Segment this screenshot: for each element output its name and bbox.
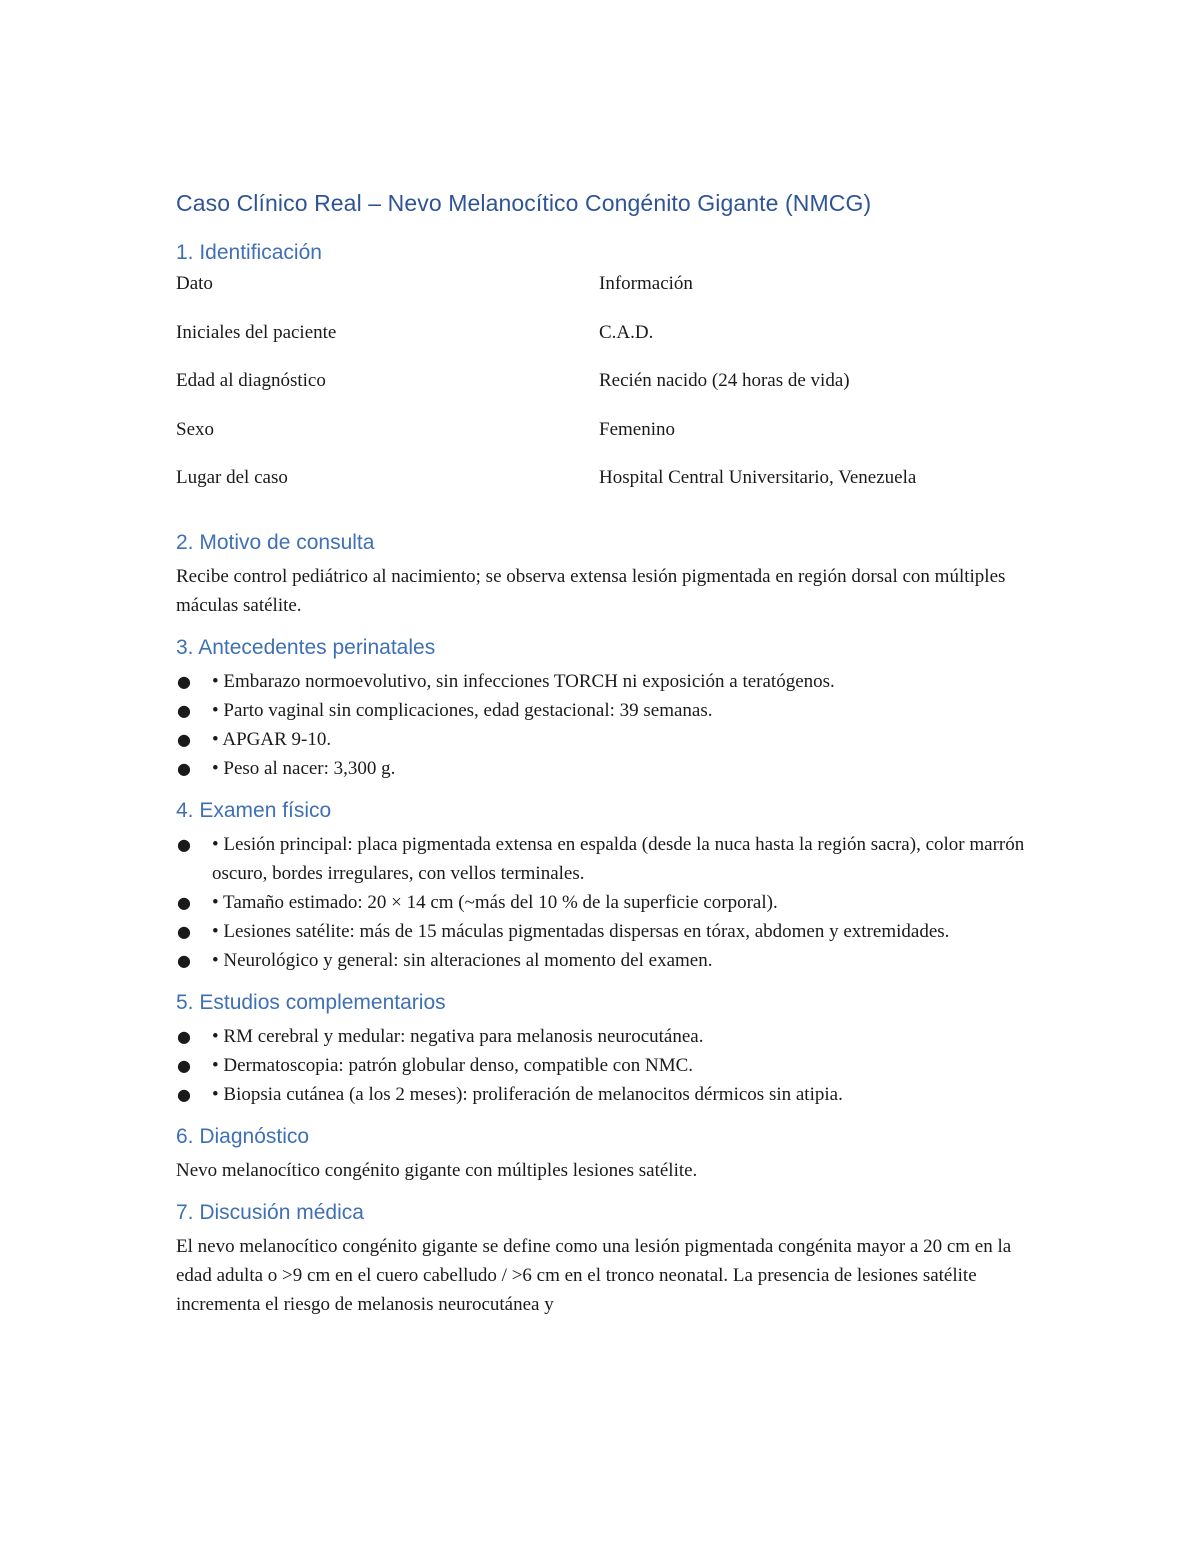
document-title: Caso Clínico Real – Nevo Melanocítico Congénito Gigante (NMCG): [176, 190, 872, 216]
section-heading: 4. Examen físico: [176, 798, 332, 822]
list-item: [176, 725, 1036, 754]
section-heading: 7. Discusión médica: [176, 1200, 364, 1224]
bullet-list: [176, 667, 1036, 783]
list-item: [176, 917, 1036, 946]
list-item: [176, 1080, 1036, 1109]
list-item-text: • APGAR 9-10.: [212, 728, 332, 750]
table-cell: Recién nacido (24 horas de vida): [599, 370, 850, 391]
paragraph: El nevo melanocítico congénito gigante se define como una lesión pigmentada congénita mayor a 20 cm en la edad adulta o >9 cm en el cuero cabelludo / >6 cm en el tronco neonatal. La presencia de lesiones satélite incrementa el riesgo de melanosis neurocutánea y: [176, 1235, 1012, 1315]
section-examen: [176, 797, 1036, 975]
list-item-text: • Lesión principal: placa pigmentada extensa en espalda (desde la nuca hasta la región sacra), color marrón oscuro, bordes irregulares, con vellos terminales.: [212, 833, 1025, 884]
list-item-text: • Peso al nacer: 3,300 g.: [212, 757, 396, 779]
bullet-icon: ●: [177, 892, 191, 912]
section-diagnostico: [176, 1123, 1036, 1185]
list-item-text: • Dermatoscopia: patrón globular denso, compatible con NMC.: [212, 1054, 694, 1076]
table-cell: Iniciales del paciente: [176, 321, 337, 343]
list-item-text: • RM cerebral y medular: negativa para melanosis neurocutánea.: [212, 1025, 704, 1047]
bullet-icon: ●: [177, 921, 191, 941]
document-page: [176, 190, 1036, 1333]
section-heading: 2. Motivo de consulta: [176, 530, 375, 554]
list-item-text: • Biopsia cutánea (a los 2 meses): proliferación de melanocitos dérmicos sin atipia.: [212, 1083, 843, 1105]
list-item-text: • Neurológico y general: sin alteraciones al momento del examen.: [212, 949, 713, 971]
list-item: [176, 1051, 1036, 1080]
table-cell: Edad al diagnóstico: [176, 370, 326, 391]
list-item: [176, 830, 1036, 888]
section-antecedentes: [176, 634, 1036, 783]
section-heading: 1. Identificación: [176, 241, 322, 264]
list-item: [176, 888, 1036, 917]
table-row: [176, 418, 1036, 467]
list-item-text: • Parto vaginal sin complicaciones, edad gestacional: 39 semanas.: [212, 699, 713, 721]
bullet-icon: ●: [177, 1026, 191, 1046]
list-item-text: • Embarazo normoevolutivo, sin infecciones TORCH ni exposición a teratógenos.: [212, 670, 835, 692]
table-header-cell: Información: [599, 273, 693, 294]
bullet-icon: ●: [177, 700, 191, 720]
list-item-text: • Tamaño estimado: 20 × 14 cm (~más del 10 % de la superficie corporal).: [212, 891, 778, 913]
section-estudios: [176, 989, 1036, 1109]
section-motivo: [176, 529, 1036, 620]
bullet-icon: ●: [177, 1084, 191, 1104]
section-identificacion: [176, 239, 1036, 515]
table-cell: Sexo: [176, 418, 214, 440]
paragraph: Recibe control pediátrico al nacimiento; se observa extensa lesión pigmentada en región dorsal con múltiples máculas satélite.: [176, 565, 1006, 616]
bullet-icon: ●: [177, 758, 191, 778]
table-cell: Femenino: [599, 418, 675, 440]
table-cell: Hospital Central Universitario, Venezuela: [599, 467, 917, 488]
bullet-icon: ●: [177, 671, 191, 691]
bullet-icon: ●: [177, 834, 191, 854]
section-heading: 5. Estudios complementarios: [176, 990, 446, 1014]
list-item: [176, 946, 1036, 975]
list-item-text: • Lesiones satélite: más de 15 máculas pigmentadas dispersas en tórax, abdomen y extremidades.: [212, 920, 950, 942]
bullet-list: [176, 1022, 1036, 1109]
bullet-icon: ●: [177, 950, 191, 970]
table-row: [176, 369, 1036, 418]
identification-table: [176, 272, 1036, 515]
section-discusion: [176, 1199, 1036, 1319]
table-header-cell: Dato: [176, 273, 213, 294]
list-item: [176, 1022, 1036, 1051]
bullet-icon: ●: [177, 729, 191, 749]
list-item: [176, 754, 1036, 783]
section-heading: 6. Diagnóstico: [176, 1124, 310, 1148]
list-item: [176, 667, 1036, 696]
section-heading: 3. Antecedentes perinatales: [176, 635, 436, 659]
table-cell: C.A.D.: [599, 321, 654, 343]
bullet-list: [176, 830, 1036, 975]
table-header-row: [176, 272, 1036, 321]
table-cell: Lugar del caso: [176, 467, 288, 488]
table-row: [176, 321, 1036, 370]
bullet-icon: ●: [177, 1055, 191, 1075]
list-item: [176, 696, 1036, 725]
paragraph: Nevo melanocítico congénito gigante con múltiples lesiones satélite.: [176, 1159, 698, 1181]
table-row: [176, 466, 1036, 515]
